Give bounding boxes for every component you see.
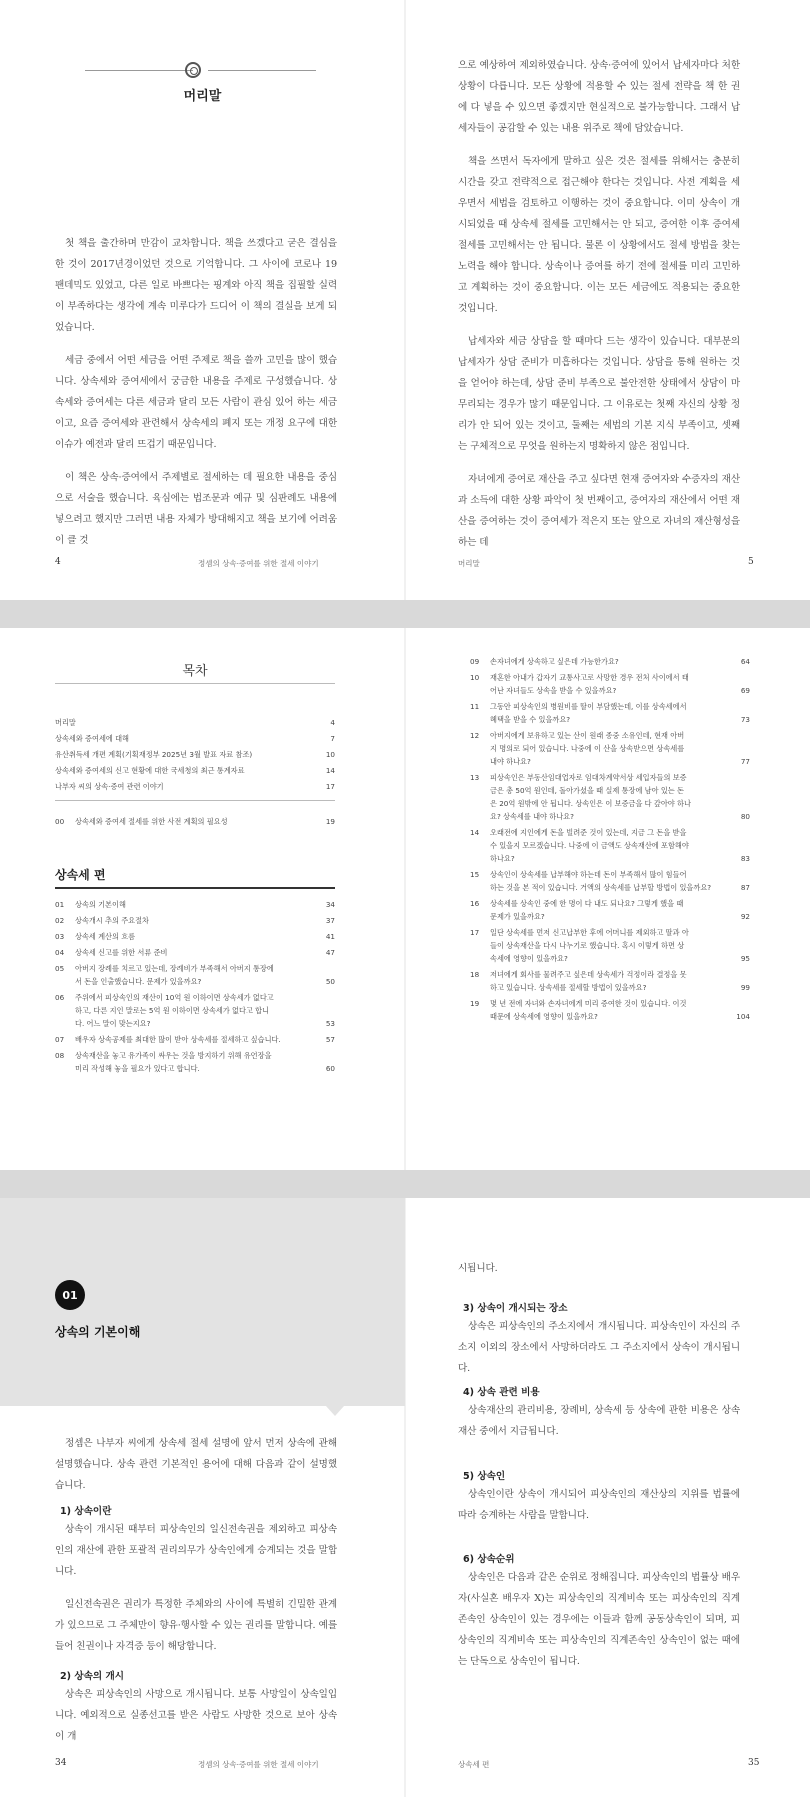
toc-item-11[interactable] bbox=[470, 700, 750, 726]
toc-item-06[interactable] bbox=[55, 991, 335, 1030]
spread-preface bbox=[0, 0, 810, 600]
toc-item-line: 일단 상속세를 먼저 신고납부한 후에 어머니를 제외하고 딸과 아 bbox=[490, 928, 689, 937]
toc-item-page: 87 bbox=[740, 883, 750, 892]
toc-item-number: 11 bbox=[470, 702, 480, 711]
chapter-body-right-3 bbox=[458, 1484, 740, 1526]
toc-item-title bbox=[490, 926, 726, 965]
chapter-title: 상속의 기본이해 bbox=[55, 1325, 141, 1339]
toc-item-03[interactable] bbox=[55, 930, 335, 943]
toc-item-line: 다. 어느 말이 맞는지요? bbox=[75, 1019, 151, 1028]
title-rule-left bbox=[85, 70, 193, 71]
toc-item-title bbox=[490, 868, 726, 894]
toc-item-19[interactable] bbox=[470, 997, 750, 1023]
toc-front-item[interactable] bbox=[55, 716, 335, 729]
toc-item-line: 속세에 영향이 있을까요? bbox=[490, 954, 568, 963]
paragraph: 이 책은 상속·증여에서 주제별로 절세하는 데 필요한 내용을 중심으로 서술을 했습니다. 육심에는 법조문과 예규 및 심판례도 내용에 넣으려고 했지만 그러면 내용 자체가 방대해지고 책을 보기에 어려움이 클 것 bbox=[55, 472, 337, 546]
toc-item-line: 상속의 기본이해 bbox=[75, 900, 126, 909]
toc-item-line: 어난 자녀들도 상속을 받을 수 있을까요? bbox=[490, 686, 617, 695]
toc-item-17[interactable] bbox=[470, 926, 750, 965]
subheading: 5) 상속인 bbox=[463, 1471, 506, 1482]
toc-item-title: 상속세와 증여세에 대해 bbox=[55, 734, 130, 743]
subheading: 4) 상속 관련 비용 bbox=[463, 1387, 540, 1398]
paragraph: 상속인이란 상속이 개시되어 피상속인의 재산상의 지위를 법률에 따라 승계하는 사람을 말합니다. bbox=[458, 1489, 740, 1521]
toc-item-number: 06 bbox=[55, 993, 65, 1002]
toc-item-line: 상속세 신고를 위한 서류 준비 bbox=[75, 948, 168, 957]
toc-front-item[interactable] bbox=[55, 732, 335, 745]
toc-item-page: 17 bbox=[325, 782, 335, 791]
subheading: 2) 상속의 개시 bbox=[60, 1671, 125, 1682]
toc-item-title: 상속세와 증여세 절세를 위한 사전 계획의 필요성 bbox=[75, 817, 228, 826]
toc-item-title bbox=[75, 991, 311, 1030]
toc-item-line: 들이 상속재산을 다시 나누기로 했습니다. 혹시 이렇게 하면 상 bbox=[490, 941, 685, 950]
toc-item-page: 41 bbox=[325, 932, 335, 941]
toc-front-rule bbox=[55, 800, 335, 801]
toc-item-line: 내야 하나요? bbox=[490, 757, 531, 766]
toc-item-number: 00 bbox=[55, 817, 65, 826]
running-title: 정셈의 상속·증여를 위한 절세 이야기 bbox=[198, 1760, 319, 1769]
toc-item-page: 10 bbox=[325, 750, 335, 759]
toc-item-line: 은 20억 원밖에 안 됩니다. 상속인은 이 보증금을 다 갚아야 하나 bbox=[490, 799, 691, 808]
toc-item-page: 37 bbox=[325, 916, 335, 925]
toc-item-16[interactable] bbox=[470, 897, 750, 923]
toc-item-number: 16 bbox=[470, 899, 480, 908]
toc-item-line: 아버지 장례를 치르고 있는데, 장례비가 부족해서 아버지 통장에 bbox=[75, 964, 274, 973]
toc-item-18[interactable] bbox=[470, 968, 750, 994]
paragraph: 상속재산의 관리비용, 장례비, 상속세 등 상속에 관한 비용은 상속재산 중에서 지급됩니다. bbox=[458, 1405, 740, 1437]
page-number: 5 bbox=[748, 557, 754, 567]
subheading: 3) 상속이 개시되는 장소 bbox=[463, 1303, 568, 1314]
toc-item-line: 그동안 피상속인의 병원비를 딸이 부담했는데, 이를 상속세에서 bbox=[490, 702, 687, 711]
toc-front-item[interactable] bbox=[55, 780, 335, 793]
chapter-body-left-2 bbox=[55, 1519, 337, 1657]
toc-item-15[interactable] bbox=[470, 868, 750, 894]
toc-item-title bbox=[490, 897, 726, 923]
toc-item-number: 19 bbox=[470, 999, 480, 1008]
toc-item-number: 08 bbox=[55, 1051, 65, 1060]
toc-item-number: 04 bbox=[55, 948, 65, 957]
paragraph: 상속인은 다음과 같은 순위로 정해집니다. 피상속인의 법률상 배우자(사실혼 배우자 X)는 피상속인의 직계비속 또는 피상속인의 직계존속인 상속인이 있는 경우에는 이들과 함께 공동상속인이 되며, 피상속인의 직계비속 또는 피상속인의 직계존속인 상속인이 없는 때에는 단독으로 상속인이 됩니다. bbox=[458, 1572, 740, 1667]
toc-item-line: 상속개시 추의 주요절차 bbox=[75, 916, 150, 925]
toc-item-page: 64 bbox=[740, 657, 750, 666]
toc-item-page: 60 bbox=[325, 1064, 335, 1073]
preface-body-left bbox=[55, 233, 337, 551]
toc-item-title bbox=[490, 671, 726, 697]
toc-item-number: 07 bbox=[55, 1035, 65, 1044]
section-rule bbox=[55, 887, 335, 889]
toc-item-14[interactable] bbox=[470, 826, 750, 865]
paragraph: 첫 책을 출간하며 만감이 교차합니다. 책을 쓰겠다고 굳은 결심을 한 것이 2017년경이었던 것으로 기억합니다. 그 사이에 코로나 19 팬데믹도 있었고, 다른 일로 바쁘다는 핑계와 아직 책을 집필할 실력이 부족하다는 생각에 계속 미루다가 드디어 이 책의 결실을 보게 되었습니다. bbox=[55, 238, 337, 333]
paragraph: 상속은 피상속인의 주소지에서 개시됩니다. 피상속인이 자신의 주소지 이외의 장소에서 사망하더라도 그 주소지에서 상속이 개시됩니다. bbox=[458, 1321, 740, 1374]
toc-item-title bbox=[490, 729, 726, 768]
toc-item-title: 유산취득세 개편 계획(기획재정부 2025년 3월 발표 자료 참조) bbox=[55, 750, 253, 759]
toc-item-number: 09 bbox=[470, 657, 480, 666]
toc-item-number: 13 bbox=[470, 773, 480, 782]
toc-item-line: 재혼한 아내가 갑자기 교통사고로 사망한 경우 전처 사이에서 태 bbox=[490, 673, 689, 682]
toc-item-line: 오래전에 지인에게 돈을 빌려준 것이 있는데, 지금 그 돈을 받을 bbox=[490, 828, 687, 837]
toc-item-line: 문제가 있을까요? bbox=[490, 912, 545, 921]
page-35 bbox=[405, 1198, 810, 1797]
toc-item-title bbox=[490, 968, 726, 994]
paragraph: 으로 예상하여 제외하였습니다. 상속·증여에 있어서 납세자마다 처한 상황이 다릅니다. 모든 상황에 적용할 수 있는 절세 전략을 책 한 권에 다 넣을 수 있으면 좋겠지만 현실적으로 불가능합니다. 그래서 납세자들이 공감할 수 있는 내용 위주로 책에 담았습니다. bbox=[458, 60, 740, 134]
toc-item-line: 저녀에게 회사를 물려주고 싶은데 상속세가 걱정이라 결정을 못 bbox=[490, 970, 687, 979]
toc-item-number: 05 bbox=[55, 964, 65, 973]
section-heading: 상속세 편 bbox=[55, 868, 106, 882]
toc-item-number: 10 bbox=[470, 673, 480, 682]
toc-item-page: 77 bbox=[740, 757, 750, 766]
toc-item-13[interactable] bbox=[470, 771, 750, 823]
toc-item-line: 하는 것을 본 적이 있습니다. 거액의 상속세를 납부할 방법이 있을까요? bbox=[490, 883, 712, 892]
toc-item-line: 금은 총 50억 원인데, 돌아가셨을 때 실제 통장에 남아 있는 돈 bbox=[490, 786, 684, 795]
toc-item-line: 몇 년 전에 자녀와 손자녀에게 미리 증여한 것이 있습니다. 이것 bbox=[490, 999, 687, 1008]
subheading: 6) 상속순위 bbox=[463, 1554, 515, 1565]
toc-item-title bbox=[490, 997, 726, 1023]
chapter-body-left bbox=[55, 1433, 337, 1496]
toc-item-number: 17 bbox=[470, 928, 480, 937]
toc-item-number: 14 bbox=[470, 828, 480, 837]
toc-item-number: 02 bbox=[55, 916, 65, 925]
chapter-body-right-cont bbox=[458, 1258, 740, 1279]
toc-item-title: 나부자 씨의 상속·증여 관련 이야기 bbox=[55, 782, 164, 791]
subheading: 1) 상속이란 bbox=[60, 1506, 112, 1517]
toc-item-title bbox=[75, 914, 311, 927]
toc-item-page: 57 bbox=[325, 1035, 335, 1044]
page-34 bbox=[0, 1198, 405, 1797]
paragraph: 세금 중에서 어떤 세금을 어떤 주제로 책을 쓸까 고민을 많이 했습니다. 상속세와 증여세에서 궁금한 내용을 주제로 구성했습니다. 상속세와 증여세는 다른 세금과 달리 모든 사람이 관심 있어 하는 세금이고, 요즘 증여세와 관련해서 상속세의 폐지 또는 개정 요구에 대한 이슈가 예전과 달리 뜨겁기 때문입니다. bbox=[55, 355, 337, 450]
chapter-header-pointer bbox=[326, 1406, 344, 1416]
toc-item-page: 95 bbox=[740, 954, 750, 963]
toc-title-rule bbox=[55, 683, 335, 684]
paragraph: 상속이 개시된 때부터 피상속인의 일신전속권을 제외하고 피상속인의 재산에 관한 포괄적 권리의무가 상속인에게 승계되는 것을 말합니다. bbox=[55, 1524, 337, 1577]
toc-item-line: 때문에 상속세에 영향이 있을까요? bbox=[490, 1012, 598, 1021]
toc-item-page: 7 bbox=[330, 734, 335, 743]
toc-item-page: 19 bbox=[325, 817, 335, 826]
toc-item-line: 상속인이 상속세를 납부해야 하는데 돈이 부족해서 많이 힘들어 bbox=[490, 870, 687, 879]
toc-item-04[interactable] bbox=[55, 946, 335, 959]
toc-item-title bbox=[75, 1049, 311, 1075]
toc-item-12[interactable] bbox=[470, 729, 750, 768]
toc-item-line: 하고 있습니다. 상속세를 절세할 방법이 있을까요? bbox=[490, 983, 647, 992]
toc-item-title bbox=[490, 655, 726, 668]
title-rule-right bbox=[208, 70, 316, 71]
toc-item-08[interactable] bbox=[55, 1049, 335, 1075]
page-4 bbox=[0, 0, 405, 600]
toc-item-page: 53 bbox=[325, 1019, 335, 1028]
chapter-body-right-4 bbox=[458, 1567, 740, 1672]
spread-chapter-01 bbox=[0, 1198, 810, 1797]
toc-item-page: 34 bbox=[325, 900, 335, 909]
toc-item-line: 피상속인은 부동산임대업자로 임대차계약서상 세입자들의 보증 bbox=[490, 773, 687, 782]
toc-item-title bbox=[75, 930, 311, 943]
toc-item-page: 104 bbox=[736, 1012, 750, 1021]
toc-item-title bbox=[75, 898, 311, 911]
toc-item-page: 92 bbox=[740, 912, 750, 921]
toc-item-number: 01 bbox=[55, 900, 65, 909]
target-emblem-icon bbox=[185, 62, 201, 78]
toc-item-number: 15 bbox=[470, 870, 480, 879]
toc-item-number: 18 bbox=[470, 970, 480, 979]
toc-item-line: 수 있을지 모르겠습니다. 나중에 이 금액도 상속재산에 포함해야 bbox=[490, 841, 689, 850]
page-number: 4 bbox=[55, 557, 61, 567]
toc-item-line: 상속재산을 놓고 유가족이 싸우는 것을 방지하기 위해 유언장을 bbox=[75, 1051, 272, 1060]
paragraph: 상속은 피상속인의 사망으로 개시됩니다. 보통 사망일이 상속일입니다. 예외적으로 실종선고를 받은 사람도 사망한 것으로 보아 상속이 개 bbox=[55, 1689, 337, 1742]
toc-item-01[interactable] bbox=[55, 898, 335, 911]
paragraph: 자녀에게 증여로 재산을 주고 싶다면 현재 증여자와 수증자의 재산과 소득에 대한 상황 파악이 첫 번째이고, 증여자의 재산에서 어떤 재산을 증여하는 것이 증여세가 적은지 또는 앞으로 자녀의 재산형성을 하는 데 bbox=[458, 474, 740, 548]
toc-item-title: 상속세와 증여세의 신고 현황에 대한 국세청의 최근 통계자료 bbox=[55, 766, 245, 775]
toc-item-page: 50 bbox=[325, 977, 335, 986]
toc-front-item[interactable] bbox=[55, 764, 335, 777]
page-5 bbox=[405, 0, 810, 600]
toc-item-line: 하고, 다른 지인 말로는 5억 원 이하이면 상속세가 없다고 합니 bbox=[75, 1006, 270, 1015]
preface-body-right bbox=[458, 55, 740, 553]
toc-item-line: 상속세 계산의 흐름 bbox=[75, 932, 136, 941]
paragraph: 시됩니다. bbox=[458, 1263, 498, 1274]
paragraph: 납세자와 세금 상담을 할 때마다 드는 생각이 있습니다. 대부분의 납세자가 상담 준비가 미흡하다는 것입니다. 상담을 통해 원하는 것을 얻어야 하는데, 상담 준비 부족으로 불안전한 상태에서 상담이 마무리되는 경우가 많기 때문입니다. 그 이유로는 첫째 자신의 상황 정리가 안 되어 있는 것이고, 둘째는 세법의 기본 지식 부족이고, 셋째는 구체적으로 무엇을 원하는지 명확하지 않은 점입니다. bbox=[458, 336, 740, 452]
toc-item-page: 14 bbox=[325, 766, 335, 775]
toc-item-09[interactable] bbox=[470, 655, 750, 668]
toc-item-title bbox=[490, 826, 726, 865]
toc-item-title bbox=[75, 1033, 311, 1046]
chapter-body-right-1 bbox=[458, 1316, 740, 1379]
toc-item-page: 73 bbox=[740, 715, 750, 724]
toc-item-line: 혜택을 받을 수 있을까요? bbox=[490, 715, 571, 724]
chapter-body-right-2 bbox=[458, 1400, 740, 1442]
page-number: 34 bbox=[55, 1758, 67, 1768]
toc-item-line: 아버지에게 보유하고 있는 산이 원래 종중 소유인데, 현재 아버 bbox=[490, 731, 685, 740]
toc-item-page: 80 bbox=[740, 812, 750, 821]
toc-item-number: 12 bbox=[470, 731, 480, 740]
toc-item-02[interactable] bbox=[55, 914, 335, 927]
paragraph: 책을 쓰면서 독자에게 말하고 싶은 것은 절세를 위해서는 충분히 시간을 갖고 전략적으로 접근해야 한다는 것입니다. 사전 계획을 세우면서 세법을 검토하고 이행하는 것이 중요합니다. 이미 상속이 개시되었을 때 상속세 절세를 고민해서는 안 되고, 증여한 이후 증여세 절세를 고민해서는 안 됩니다. 물론 이 상황에서도 절세 방법을 찾는 노력을 해야 합니다. 상속이나 증여를 하기 전에 절세를 미리 고민하고 계획하는 것이 중요합니다. 이는 모든 세금에도 적용되는 중요한 것입니다. bbox=[458, 156, 740, 314]
page-number: 35 bbox=[748, 1758, 760, 1768]
running-title: 상속세 편 bbox=[458, 1760, 490, 1769]
paragraph: 정셈은 나부자 씨에게 상속세 절세 설명에 앞서 먼저 상속에 관해 설명했습니다. 상속 관련 기본적인 용어에 대해 다음과 같이 설명했습니다. bbox=[55, 1438, 337, 1491]
toc-item-line: 상속세를 상속인 중에 한 명이 다 내도 되나요? 그렇게 했을 때 bbox=[490, 899, 684, 908]
toc-item-page: 4 bbox=[330, 718, 335, 727]
toc-item-page: 47 bbox=[325, 948, 335, 957]
spread-separator bbox=[0, 600, 810, 628]
gutter bbox=[404, 628, 406, 1170]
toc-item-00[interactable] bbox=[55, 815, 335, 828]
spread-separator bbox=[0, 1170, 810, 1198]
toc-item-line: 손자녀에게 상속하고 싶은데 가능한가요? bbox=[490, 657, 619, 666]
toc-item-title: 머리말 bbox=[55, 718, 76, 727]
toc-item-10[interactable] bbox=[470, 671, 750, 697]
toc-item-07[interactable] bbox=[55, 1033, 335, 1046]
toc-item-line: 하나요? bbox=[490, 854, 515, 863]
toc-item-title bbox=[490, 771, 726, 823]
toc-front-item[interactable] bbox=[55, 748, 335, 761]
toc-item-line: 미리 작성해 놓을 필요가 있다고 합니다. bbox=[75, 1064, 200, 1073]
toc-item-page: 99 bbox=[740, 983, 750, 992]
toc-item-title bbox=[75, 946, 311, 959]
chapter-number-badge: 01 bbox=[55, 1280, 85, 1310]
toc-item-title bbox=[490, 700, 726, 726]
running-title: 정셈의 상속·증여를 위한 절세 이야기 bbox=[198, 559, 319, 568]
toc-item-line: 배우자 상속공제를 최대한 많이 받아 상속세를 절세하고 싶습니다. bbox=[75, 1035, 281, 1044]
toc-item-line: 요? 상속세를 내야 하나요? bbox=[490, 812, 574, 821]
toc-item-line: 지 명의로 되어 있습니다. 나중에 이 산을 상속받으면 상속세를 bbox=[490, 744, 685, 753]
running-title: 머리말 bbox=[458, 559, 480, 568]
chapter-body-left-3 bbox=[55, 1684, 337, 1747]
toc-item-number: 03 bbox=[55, 932, 65, 941]
toc-item-title bbox=[75, 962, 311, 988]
toc-item-line: 주위에서 피상속인의 재산이 10억 원 이하이면 상속세가 없다고 bbox=[75, 993, 274, 1002]
toc-item-05[interactable] bbox=[55, 962, 335, 988]
toc-title: 목차 bbox=[182, 664, 208, 679]
toc-item-page: 83 bbox=[740, 854, 750, 863]
toc-item-page: 69 bbox=[740, 686, 750, 695]
toc-item-line: 서 돈을 인출했습니다. 문제가 있을까요? bbox=[75, 977, 202, 986]
preface-title: 머리말 bbox=[183, 89, 222, 104]
paragraph: 일신전속권은 권리가 특정한 주체와의 사이에 특별히 긴밀한 관계가 있으므로 그 주체만이 향유·행사할 수 있는 권리를 말합니다. 예를 들어 친권이나 자격증 등이 해당합니다. bbox=[55, 1599, 337, 1652]
